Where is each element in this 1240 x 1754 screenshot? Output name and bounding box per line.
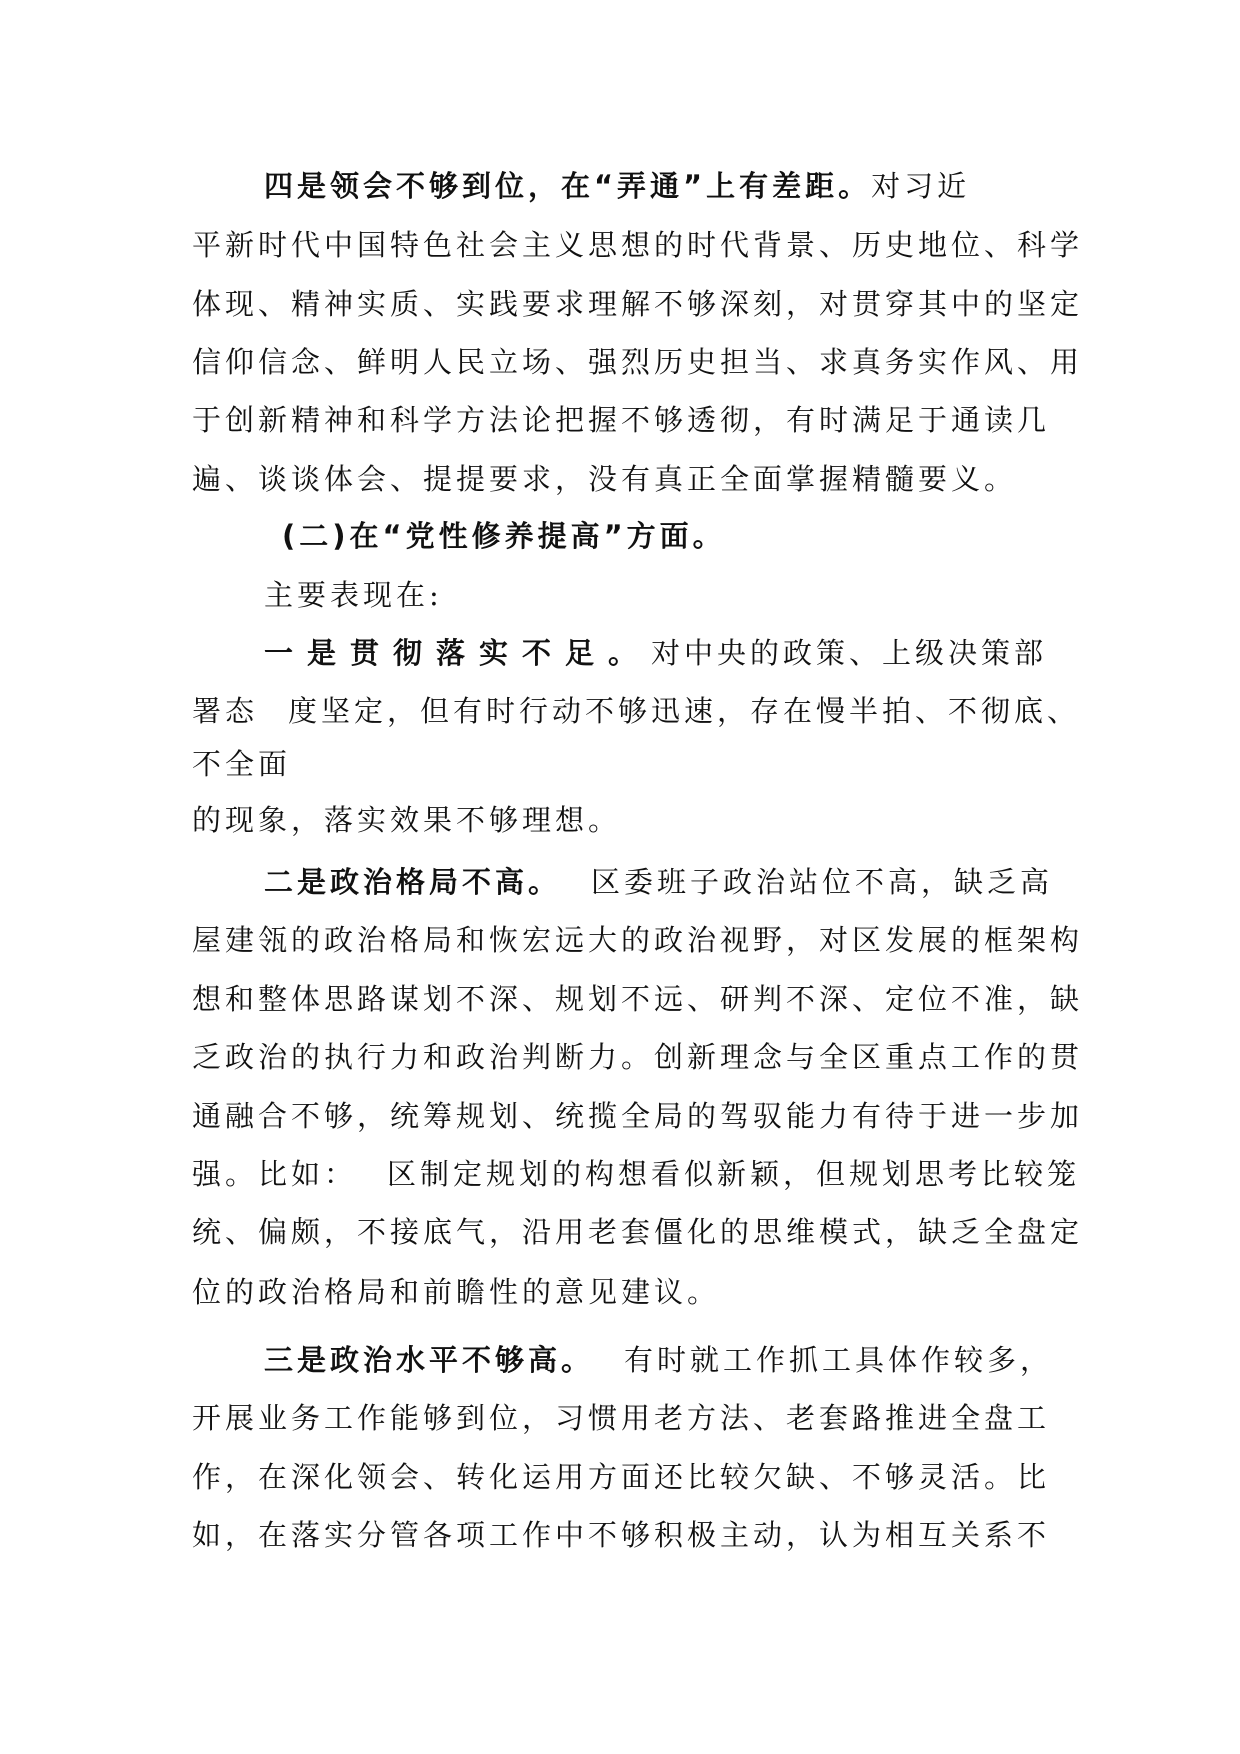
paragraph-line: 通融合不够，统筹规划、统揽全局的驾驭能力有待于进一步加 — [192, 1099, 1084, 1133]
paragraph-text: 署态 — [192, 694, 259, 728]
paragraph-heading: 三是政治水平不够高。 — [264, 1343, 595, 1377]
paragraph-heading: 四是领会不够到位，在“弄通”上有差距。 — [264, 169, 872, 203]
paragraph-line — [264, 633, 1114, 673]
paragraph-line — [192, 691, 1081, 731]
paragraph-line: 平新时代中国特色社会主义思想的时代背景、历史地位、科学 — [192, 228, 1084, 262]
paragraph-line: 的现象，落实效果不够理想。 — [192, 803, 622, 837]
paragraph-heading: 二是政治格局不高。 — [264, 865, 562, 899]
paragraph-line: 如，在落实分管各项工作中不够积极主动，认为相互关系不 — [192, 1518, 1051, 1552]
paragraph-line: 信仰信念、鲜明人民立场、强烈历史担当、求真务实作风、用 — [192, 345, 1084, 379]
paragraph-line: 体现、精神实质、实践要求理解不够深刻，对贯穿其中的坚定 — [192, 287, 1084, 321]
paragraph-line: 乏政治的执行力和政治判断力。创新理念与全区重点工作的贯 — [192, 1040, 1084, 1074]
paragraph-line: 于创新精神和科学方法论把握不够透彻，有时满足于通读几 — [192, 403, 1051, 437]
section-heading: (二)在“党性修养提高”方面。 — [282, 519, 726, 553]
intro-text: 主要表现在: — [264, 578, 443, 612]
paragraph-line: 位的政治格局和前瞻性的意见建议。 — [192, 1275, 721, 1309]
paragraph-text: 区委班子政治站位不高，缺乏高 — [591, 865, 1054, 899]
paragraph-line: 想和整体思路谋划不深、规划不远、研判不深、定位不准，缺 — [192, 982, 1084, 1016]
paragraph-line: 不全面 — [192, 747, 292, 781]
paragraph-heading: 一是贯彻落实不足。 — [264, 636, 652, 670]
paragraph-text: 强。比如： — [192, 1157, 358, 1191]
paragraph-line — [264, 166, 1114, 206]
paragraph-text: 对习近 — [871, 169, 971, 203]
paragraph-line — [264, 862, 1114, 902]
paragraph-line: 屋建瓴的政治格局和恢宏远大的政治视野，对区发展的框架构 — [192, 923, 1084, 957]
paragraph-line: 开展业务工作能够到位，习惯用老方法、老套路推进全盘工 — [192, 1401, 1051, 1435]
paragraph-line: 作，在深化领会、转化运用方面还比较欠缺、不够灵活。比 — [192, 1460, 1051, 1494]
paragraph-line: 统、偏颇，不接底气，沿用老套僵化的思维模式，缺乏全盘定 — [192, 1215, 1084, 1249]
paragraph-text: 有时就工作抓工具体作较多， — [624, 1343, 1054, 1377]
paragraph-text: 对中央的政策、上级决策部 — [651, 636, 1048, 670]
paragraph-line — [192, 1154, 1081, 1194]
paragraph-line — [264, 1340, 1114, 1380]
paragraph-text: 区制定规划的构想看似新颖，但规划思考比较笼 — [387, 1157, 1081, 1191]
paragraph-text: 度坚定，但有时行动不够迅速，存在慢半拍、不彻底、 — [288, 694, 1081, 728]
paragraph-line: 遍、谈谈体会、提提要求，没有真正全面掌握精髓要义。 — [192, 462, 1018, 496]
